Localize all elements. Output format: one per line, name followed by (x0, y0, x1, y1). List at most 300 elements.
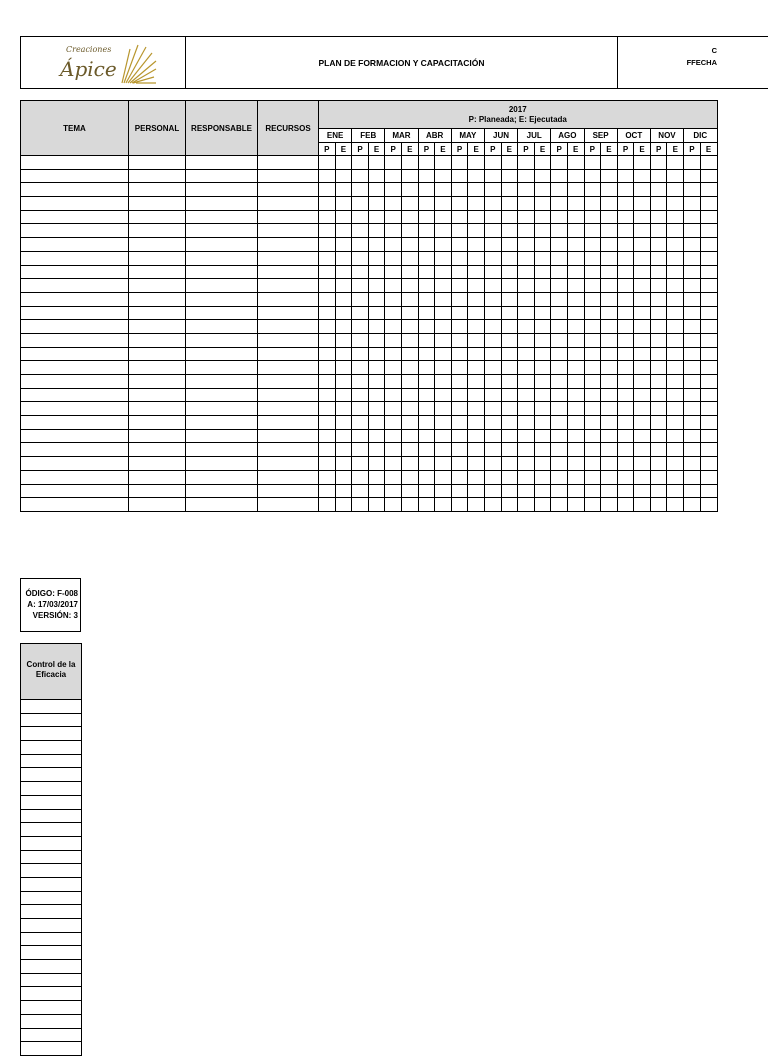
table-cell[interactable] (368, 279, 385, 293)
table-cell[interactable] (567, 197, 584, 211)
table-cell[interactable] (650, 292, 667, 306)
table-cell[interactable] (258, 183, 319, 197)
table-cell[interactable] (518, 498, 535, 512)
table-cell[interactable] (319, 470, 336, 484)
table-cell[interactable] (401, 470, 418, 484)
table-cell[interactable] (634, 224, 651, 238)
table-cell[interactable] (335, 169, 352, 183)
table-cell[interactable] (584, 292, 601, 306)
table-cell[interactable] (501, 347, 518, 361)
table-cell[interactable] (684, 169, 701, 183)
table-cell[interactable] (319, 251, 336, 265)
table-cell[interactable] (335, 484, 352, 498)
table-cell[interactable] (385, 498, 402, 512)
table-cell[interactable] (700, 197, 717, 211)
table-cell[interactable] (352, 251, 369, 265)
table-cell[interactable] (385, 238, 402, 252)
table-cell[interactable] (451, 429, 468, 443)
table-cell[interactable] (534, 279, 551, 293)
table-cell[interactable] (129, 347, 186, 361)
table-cell[interactable] (501, 279, 518, 293)
table-cell[interactable] (368, 333, 385, 347)
table-cell[interactable] (368, 388, 385, 402)
table-cell[interactable] (684, 210, 701, 224)
table-cell[interactable] (21, 183, 129, 197)
table-cell[interactable] (617, 320, 634, 334)
table-cell[interactable] (319, 457, 336, 471)
table-cell[interactable] (700, 457, 717, 471)
table-cell[interactable] (634, 238, 651, 252)
table-cell[interactable] (584, 402, 601, 416)
table-cell[interactable] (551, 361, 568, 375)
table-cell[interactable] (567, 388, 584, 402)
table-cell[interactable] (484, 361, 501, 375)
table-cell[interactable] (601, 183, 618, 197)
table-cell[interactable] (186, 210, 258, 224)
table-cell[interactable] (368, 470, 385, 484)
table-cell[interactable] (567, 402, 584, 416)
table-cell[interactable] (401, 169, 418, 183)
table-cell[interactable] (534, 443, 551, 457)
table-cell[interactable] (667, 470, 684, 484)
table-cell[interactable] (667, 320, 684, 334)
table-cell[interactable] (319, 238, 336, 252)
table-cell[interactable] (186, 388, 258, 402)
table-cell[interactable] (667, 169, 684, 183)
table-cell[interactable] (468, 361, 485, 375)
table-cell[interactable] (319, 210, 336, 224)
table-cell[interactable] (634, 457, 651, 471)
table-cell[interactable] (319, 306, 336, 320)
table-cell[interactable] (435, 320, 452, 334)
table-cell[interactable] (484, 183, 501, 197)
table-cell[interactable] (258, 238, 319, 252)
table-cell[interactable] (319, 224, 336, 238)
table-cell[interactable] (650, 169, 667, 183)
table-cell[interactable] (335, 361, 352, 375)
table-cell[interactable] (518, 183, 535, 197)
table-cell[interactable] (258, 402, 319, 416)
table-cell[interactable] (451, 265, 468, 279)
table-cell[interactable] (319, 429, 336, 443)
table-cell[interactable] (129, 224, 186, 238)
table-cell[interactable] (186, 238, 258, 252)
table-cell[interactable] (129, 402, 186, 416)
table-cell[interactable] (650, 320, 667, 334)
table-cell[interactable] (401, 279, 418, 293)
table-cell[interactable] (468, 306, 485, 320)
table-cell[interactable] (634, 484, 651, 498)
table-cell[interactable] (129, 443, 186, 457)
table-cell[interactable] (601, 279, 618, 293)
table-cell[interactable] (401, 429, 418, 443)
table-cell[interactable] (700, 429, 717, 443)
table-cell[interactable] (401, 402, 418, 416)
table-cell[interactable] (352, 333, 369, 347)
table-cell[interactable] (518, 484, 535, 498)
table-cell[interactable] (258, 347, 319, 361)
table-cell[interactable] (700, 279, 717, 293)
table-cell[interactable] (258, 265, 319, 279)
table-cell[interactable] (352, 210, 369, 224)
table-cell[interactable] (634, 347, 651, 361)
table-cell[interactable] (401, 183, 418, 197)
table-cell[interactable] (352, 457, 369, 471)
table-cell[interactable] (21, 224, 129, 238)
table-cell[interactable] (617, 251, 634, 265)
table-cell[interactable] (335, 416, 352, 430)
table-cell[interactable] (418, 238, 435, 252)
table-cell[interactable] (368, 156, 385, 170)
table-cell[interactable] (584, 169, 601, 183)
table-cell[interactable] (567, 443, 584, 457)
table-cell[interactable] (258, 320, 319, 334)
table-cell[interactable] (667, 429, 684, 443)
table-cell[interactable] (418, 443, 435, 457)
table-cell[interactable] (501, 375, 518, 389)
table-cell[interactable] (468, 183, 485, 197)
table-cell[interactable] (352, 347, 369, 361)
table-cell[interactable] (584, 183, 601, 197)
table-cell[interactable] (501, 457, 518, 471)
table-cell[interactable] (617, 238, 634, 252)
table-cell[interactable] (129, 333, 186, 347)
table-cell[interactable] (650, 498, 667, 512)
table-cell[interactable] (650, 279, 667, 293)
table-cell[interactable] (501, 224, 518, 238)
table-cell[interactable] (584, 210, 601, 224)
table-cell[interactable] (518, 375, 535, 389)
table-cell[interactable] (385, 183, 402, 197)
table-cell[interactable] (435, 443, 452, 457)
table-cell[interactable] (518, 197, 535, 211)
table-cell[interactable] (335, 388, 352, 402)
eficacia-cell[interactable] (21, 850, 82, 864)
table-cell[interactable] (617, 443, 634, 457)
table-cell[interactable] (534, 156, 551, 170)
table-cell[interactable] (650, 183, 667, 197)
table-cell[interactable] (368, 210, 385, 224)
table-cell[interactable] (468, 416, 485, 430)
table-cell[interactable] (601, 402, 618, 416)
table-cell[interactable] (186, 457, 258, 471)
table-cell[interactable] (601, 443, 618, 457)
table-cell[interactable] (601, 375, 618, 389)
table-cell[interactable] (368, 416, 385, 430)
table-cell[interactable] (601, 416, 618, 430)
table-cell[interactable] (368, 375, 385, 389)
table-cell[interactable] (650, 265, 667, 279)
table-cell[interactable] (700, 361, 717, 375)
table-cell[interactable] (352, 361, 369, 375)
table-cell[interactable] (258, 388, 319, 402)
table-cell[interactable] (368, 484, 385, 498)
table-cell[interactable] (352, 484, 369, 498)
table-cell[interactable] (258, 416, 319, 430)
table-cell[interactable] (567, 347, 584, 361)
table-cell[interactable] (435, 224, 452, 238)
table-cell[interactable] (551, 402, 568, 416)
table-cell[interactable] (551, 251, 568, 265)
table-cell[interactable] (186, 279, 258, 293)
table-cell[interactable] (617, 265, 634, 279)
table-cell[interactable] (601, 169, 618, 183)
table-cell[interactable] (258, 197, 319, 211)
table-cell[interactable] (368, 402, 385, 416)
table-cell[interactable] (401, 388, 418, 402)
table-cell[interactable] (468, 169, 485, 183)
table-cell[interactable] (634, 498, 651, 512)
table-cell[interactable] (418, 457, 435, 471)
table-cell[interactable] (401, 498, 418, 512)
table-cell[interactable] (186, 375, 258, 389)
table-cell[interactable] (518, 156, 535, 170)
table-cell[interactable] (634, 429, 651, 443)
table-cell[interactable] (335, 443, 352, 457)
table-cell[interactable] (368, 265, 385, 279)
table-cell[interactable] (451, 320, 468, 334)
table-cell[interactable] (468, 457, 485, 471)
table-cell[interactable] (186, 320, 258, 334)
table-cell[interactable] (484, 457, 501, 471)
table-cell[interactable] (258, 251, 319, 265)
table-cell[interactable] (129, 320, 186, 334)
table-cell[interactable] (484, 320, 501, 334)
table-cell[interactable] (534, 320, 551, 334)
table-cell[interactable] (634, 320, 651, 334)
table-cell[interactable] (468, 388, 485, 402)
table-cell[interactable] (501, 333, 518, 347)
table-cell[interactable] (584, 333, 601, 347)
table-cell[interactable] (484, 169, 501, 183)
table-cell[interactable] (21, 388, 129, 402)
table-cell[interactable] (335, 320, 352, 334)
table-cell[interactable] (319, 498, 336, 512)
table-cell[interactable] (186, 197, 258, 211)
eficacia-cell[interactable] (21, 700, 82, 714)
table-cell[interactable] (534, 292, 551, 306)
table-cell[interactable] (186, 484, 258, 498)
table-cell[interactable] (518, 429, 535, 443)
table-cell[interactable] (617, 333, 634, 347)
table-cell[interactable] (584, 306, 601, 320)
table-cell[interactable] (617, 347, 634, 361)
table-cell[interactable] (634, 251, 651, 265)
table-cell[interactable] (501, 251, 518, 265)
table-cell[interactable] (584, 238, 601, 252)
table-cell[interactable] (617, 306, 634, 320)
table-cell[interactable] (418, 402, 435, 416)
eficacia-cell[interactable] (21, 727, 82, 741)
table-cell[interactable] (418, 265, 435, 279)
table-cell[interactable] (129, 197, 186, 211)
table-cell[interactable] (634, 416, 651, 430)
table-cell[interactable] (129, 375, 186, 389)
table-cell[interactable] (534, 429, 551, 443)
table-cell[interactable] (451, 443, 468, 457)
table-cell[interactable] (518, 279, 535, 293)
table-cell[interactable] (551, 183, 568, 197)
table-cell[interactable] (551, 416, 568, 430)
table-cell[interactable] (352, 375, 369, 389)
table-cell[interactable] (567, 498, 584, 512)
table-cell[interactable] (667, 443, 684, 457)
eficacia-cell[interactable] (21, 741, 82, 755)
table-cell[interactable] (468, 238, 485, 252)
table-cell[interactable] (319, 402, 336, 416)
eficacia-cell[interactable] (21, 836, 82, 850)
table-cell[interactable] (401, 375, 418, 389)
table-cell[interactable] (335, 279, 352, 293)
table-cell[interactable] (650, 416, 667, 430)
table-cell[interactable] (385, 197, 402, 211)
table-cell[interactable] (385, 279, 402, 293)
table-cell[interactable] (451, 388, 468, 402)
eficacia-cell[interactable] (21, 768, 82, 782)
table-cell[interactable] (667, 347, 684, 361)
table-cell[interactable] (634, 292, 651, 306)
table-cell[interactable] (700, 292, 717, 306)
table-cell[interactable] (129, 429, 186, 443)
table-cell[interactable] (534, 457, 551, 471)
table-cell[interactable] (129, 183, 186, 197)
table-cell[interactable] (435, 183, 452, 197)
table-cell[interactable] (319, 333, 336, 347)
table-cell[interactable] (451, 306, 468, 320)
table-cell[interactable] (634, 210, 651, 224)
table-cell[interactable] (634, 388, 651, 402)
table-cell[interactable] (451, 375, 468, 389)
table-cell[interactable] (435, 347, 452, 361)
table-cell[interactable] (451, 183, 468, 197)
eficacia-cell[interactable] (21, 809, 82, 823)
table-cell[interactable] (319, 183, 336, 197)
table-cell[interactable] (352, 402, 369, 416)
table-cell[interactable] (451, 402, 468, 416)
table-cell[interactable] (584, 156, 601, 170)
table-cell[interactable] (518, 320, 535, 334)
table-cell[interactable] (451, 292, 468, 306)
table-cell[interactable] (129, 156, 186, 170)
table-cell[interactable] (650, 238, 667, 252)
table-cell[interactable] (468, 484, 485, 498)
table-cell[interactable] (518, 402, 535, 416)
table-cell[interactable] (634, 169, 651, 183)
table-cell[interactable] (567, 265, 584, 279)
table-cell[interactable] (451, 416, 468, 430)
table-cell[interactable] (451, 197, 468, 211)
table-cell[interactable] (617, 402, 634, 416)
table-cell[interactable] (567, 156, 584, 170)
table-cell[interactable] (451, 484, 468, 498)
table-cell[interactable] (667, 361, 684, 375)
table-cell[interactable] (418, 156, 435, 170)
table-cell[interactable] (186, 443, 258, 457)
table-cell[interactable] (551, 347, 568, 361)
table-cell[interactable] (435, 470, 452, 484)
table-cell[interactable] (518, 347, 535, 361)
table-cell[interactable] (129, 361, 186, 375)
table-cell[interactable] (258, 292, 319, 306)
table-cell[interactable] (21, 416, 129, 430)
table-cell[interactable] (617, 498, 634, 512)
table-cell[interactable] (435, 457, 452, 471)
table-cell[interactable] (601, 333, 618, 347)
table-cell[interactable] (484, 416, 501, 430)
table-cell[interactable] (335, 347, 352, 361)
table-cell[interactable] (567, 429, 584, 443)
table-cell[interactable] (601, 210, 618, 224)
table-cell[interactable] (667, 402, 684, 416)
table-cell[interactable] (385, 470, 402, 484)
table-cell[interactable] (650, 197, 667, 211)
table-cell[interactable] (258, 224, 319, 238)
table-cell[interactable] (451, 279, 468, 293)
table-cell[interactable] (567, 251, 584, 265)
table-cell[interactable] (352, 183, 369, 197)
table-cell[interactable] (186, 224, 258, 238)
table-cell[interactable] (551, 429, 568, 443)
table-cell[interactable] (335, 197, 352, 211)
table-cell[interactable] (667, 279, 684, 293)
table-cell[interactable] (567, 375, 584, 389)
table-cell[interactable] (335, 429, 352, 443)
table-cell[interactable] (634, 197, 651, 211)
table-cell[interactable] (385, 443, 402, 457)
eficacia-cell[interactable] (21, 946, 82, 960)
table-cell[interactable] (684, 375, 701, 389)
table-cell[interactable] (186, 402, 258, 416)
table-cell[interactable] (435, 361, 452, 375)
table-cell[interactable] (401, 224, 418, 238)
table-cell[interactable] (319, 169, 336, 183)
table-cell[interactable] (468, 292, 485, 306)
table-cell[interactable] (534, 347, 551, 361)
table-cell[interactable] (484, 224, 501, 238)
table-cell[interactable] (368, 183, 385, 197)
table-cell[interactable] (401, 292, 418, 306)
table-cell[interactable] (352, 265, 369, 279)
table-cell[interactable] (186, 470, 258, 484)
table-cell[interactable] (418, 320, 435, 334)
table-cell[interactable] (129, 470, 186, 484)
table-cell[interactable] (700, 333, 717, 347)
table-cell[interactable] (484, 197, 501, 211)
table-cell[interactable] (401, 320, 418, 334)
table-cell[interactable] (468, 320, 485, 334)
table-cell[interactable] (21, 443, 129, 457)
table-cell[interactable] (21, 375, 129, 389)
table-cell[interactable] (385, 429, 402, 443)
table-cell[interactable] (601, 265, 618, 279)
table-cell[interactable] (617, 169, 634, 183)
table-cell[interactable] (501, 416, 518, 430)
table-cell[interactable] (650, 224, 667, 238)
table-cell[interactable] (534, 416, 551, 430)
table-cell[interactable] (617, 210, 634, 224)
table-cell[interactable] (684, 443, 701, 457)
table-cell[interactable] (468, 197, 485, 211)
table-cell[interactable] (584, 361, 601, 375)
table-cell[interactable] (352, 320, 369, 334)
table-cell[interactable] (186, 333, 258, 347)
table-cell[interactable] (650, 388, 667, 402)
table-cell[interactable] (667, 238, 684, 252)
table-cell[interactable] (435, 388, 452, 402)
table-cell[interactable] (584, 470, 601, 484)
table-cell[interactable] (352, 429, 369, 443)
table-cell[interactable] (468, 210, 485, 224)
